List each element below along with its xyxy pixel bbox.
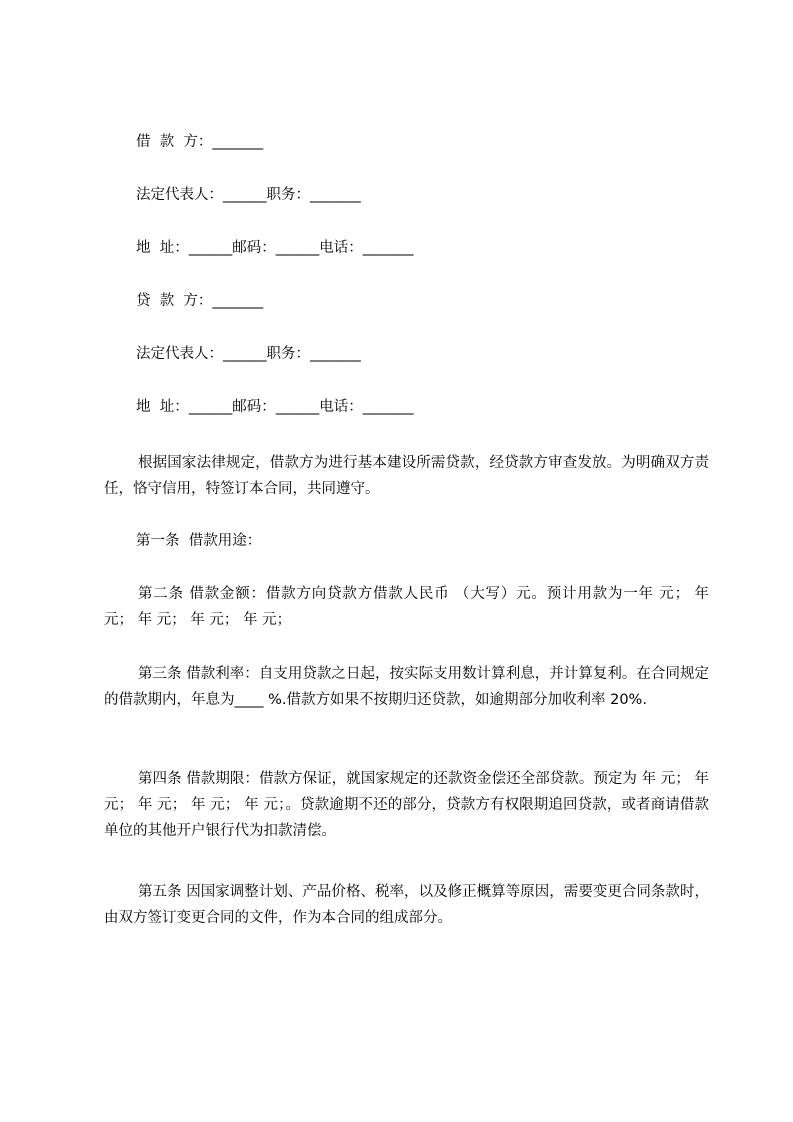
article-4-term: 第四条 借款期限：借款方保证，就国家规定的还款资金偿还全部贷款。预定为 年 元； 年 元； 年 元； 年 元； 年 元；。贷款逾期不还的部分，贷款方有权限期追回贷款，或者商请借款单位的其他开户银行代为扣款清偿。	[104, 771, 709, 839]
borrower-representative-line: 法定代表人：______职务：_______	[136, 187, 361, 203]
lender-representative-line: 法定代表人：______职务：_______	[136, 346, 361, 362]
lender-address-line: 地 址：______邮码：______电话：_______	[136, 399, 414, 415]
article-5-amendment: 第五条 因国家调整计划、产品价格、税率，以及修正概算等原因，需要变更合同条款时，由双方签订变更合同的文件，作为本合同的组成部分。	[104, 884, 709, 926]
article-1-purpose: 第一条 借款用途：	[136, 533, 262, 549]
borrower-address-line: 地 址：______邮码：______电话：_______	[136, 240, 414, 256]
article-3-interest-rate: 第三条 借款利率：自支用贷款之日起，按实际支用数计算利息，并计算复利。在合同规定的借款期内，年息为____ %.借款方如果不按期归还贷款，如逾期部分加收利率 20%.	[104, 666, 709, 708]
borrower-name-line: 借 款 方：_______	[136, 134, 264, 150]
lender-name-line: 贷 款 方：_______	[136, 293, 264, 309]
preamble-paragraph: 根据国家法律规定，借款方为进行基本建设所需贷款，经贷款方审查发放。为明确双方责任，恪守信用，特签订本合同，共同遵守。	[104, 455, 709, 497]
article-2-amount: 第二条 借款金额：借款方向贷款方借款人民币 （大写）元。预计用款为一年 元； 年 元； 年 元； 年 元； 年 元；	[104, 586, 709, 628]
